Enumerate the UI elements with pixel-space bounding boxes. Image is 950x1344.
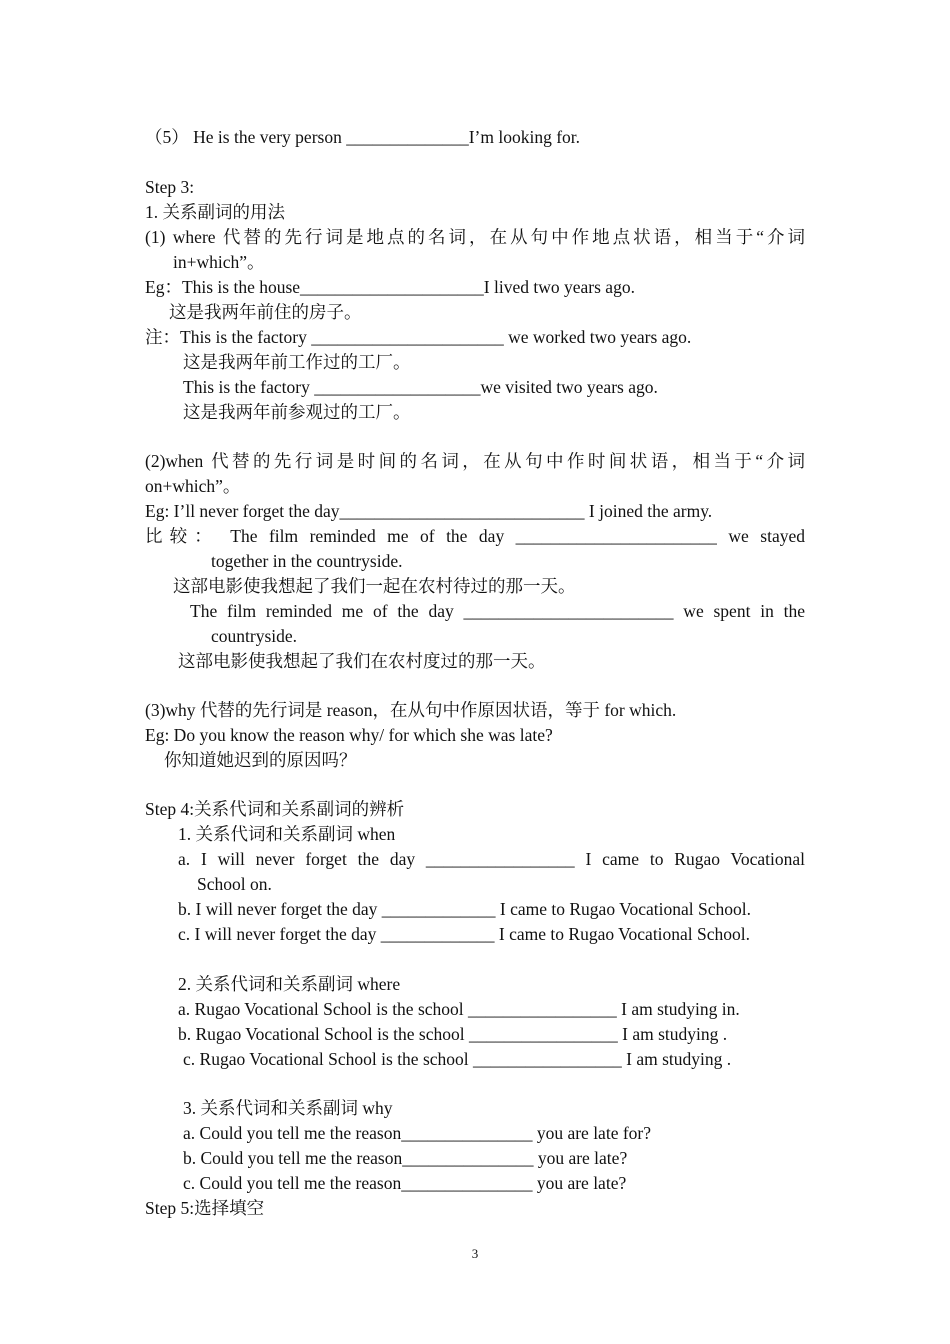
- compare-line-1-cont: together in the countryside.: [211, 551, 403, 571]
- exercise-5-line: （5） He is the very person ______________I’m looking for.: [145, 127, 581, 147]
- why-example: Eg: Do you know the reason why/ for which she was late?: [145, 725, 553, 745]
- note-line-2: This is the factory ___________________we visited two years ago.: [183, 377, 658, 397]
- compare-line-2: The film reminded me of the day ________________________ we spent in the: [190, 601, 805, 621]
- note-translation-1: 这是我两年前工作过的工厂。: [183, 352, 411, 372]
- step4-item-1a-cont: School on.: [197, 874, 272, 894]
- note-line-1: 注：This is the factory ______________________ we worked two years ago.: [145, 327, 692, 347]
- step4-item-3c: c. Could you tell me the reason_______________ you are late?: [183, 1173, 627, 1193]
- compare-translation-2: 这部电影使我想起了我们在农村度过的那一天。: [178, 651, 546, 671]
- step3-heading: Step 3:: [145, 177, 195, 197]
- step4-item-1-heading: 1. 关系代词和关系副词 when: [178, 824, 396, 844]
- when-rule-line-2: on+which”。: [145, 476, 241, 496]
- step5-heading: Step 5:选择填空: [145, 1198, 265, 1218]
- where-rule-line-1: (1) where 代替的先行词是地点的名词，在从句中作地点状语，相当于“介词: [145, 227, 805, 247]
- step4-item-2-heading: 2. 关系代词和关系副词 where: [178, 974, 401, 994]
- why-example-translation: 你知道她迟到的原因吗？: [164, 750, 357, 770]
- where-example-translation: 这是我两年前住的房子。: [169, 302, 362, 322]
- why-rule: (3)why 代替的先行词是 reason，在从句中作原因状语，等于 for which.: [145, 700, 677, 720]
- step4-item-2c: c. Rugao Vocational School is the school _________________ I am studying .: [183, 1049, 732, 1069]
- step4-item-2a: a. Rugao Vocational School is the school _________________ I am studying in.: [178, 999, 740, 1019]
- where-example: Eg：This is the house_____________________I lived two years ago.: [145, 277, 635, 297]
- when-example: Eg: I’ll never forget the day____________________________ I joined the army.: [145, 501, 713, 521]
- step4-item-1b: b. I will never forget the day _____________ I came to Rugao Vocational School.: [178, 899, 752, 919]
- compare-line-1: 比较： The film reminded me of the day _______________________ we stayed: [145, 526, 805, 546]
- page-number: 3: [471, 1246, 479, 1261]
- when-rule-line-1: (2)when 代替的先行词是时间的名词，在从句中作时间状语，相当于“介词: [145, 451, 805, 471]
- note-translation-2: 这是我两年前参观过的工厂。: [183, 402, 411, 422]
- step4-item-3b: b. Could you tell me the reason_______________ you are late?: [183, 1148, 628, 1168]
- compare-line-2-cont: countryside.: [211, 626, 298, 646]
- where-rule-line-2: in+which”。: [173, 252, 265, 272]
- step4-item-3a: a. Could you tell me the reason_______________ you are late for?: [183, 1123, 652, 1143]
- compare-translation-1: 这部电影使我想起了我们一起在农村待过的那一天。: [173, 576, 576, 596]
- step4-item-1a: a. I will never forget the day _________________ I came to Rugao Vocational: [178, 849, 805, 869]
- section-1-heading: 1. 关系副词的用法: [145, 202, 285, 222]
- step4-heading: Step 4:关系代词和关系副词的辨析: [145, 799, 405, 819]
- step4-item-2b: b. Rugao Vocational School is the school _________________ I am studying .: [178, 1024, 728, 1044]
- step4-item-1c: c. I will never forget the day _____________ I came to Rugao Vocational School.: [178, 924, 751, 944]
- step4-item-3-heading: 3. 关系代词和关系副词 why: [183, 1098, 393, 1118]
